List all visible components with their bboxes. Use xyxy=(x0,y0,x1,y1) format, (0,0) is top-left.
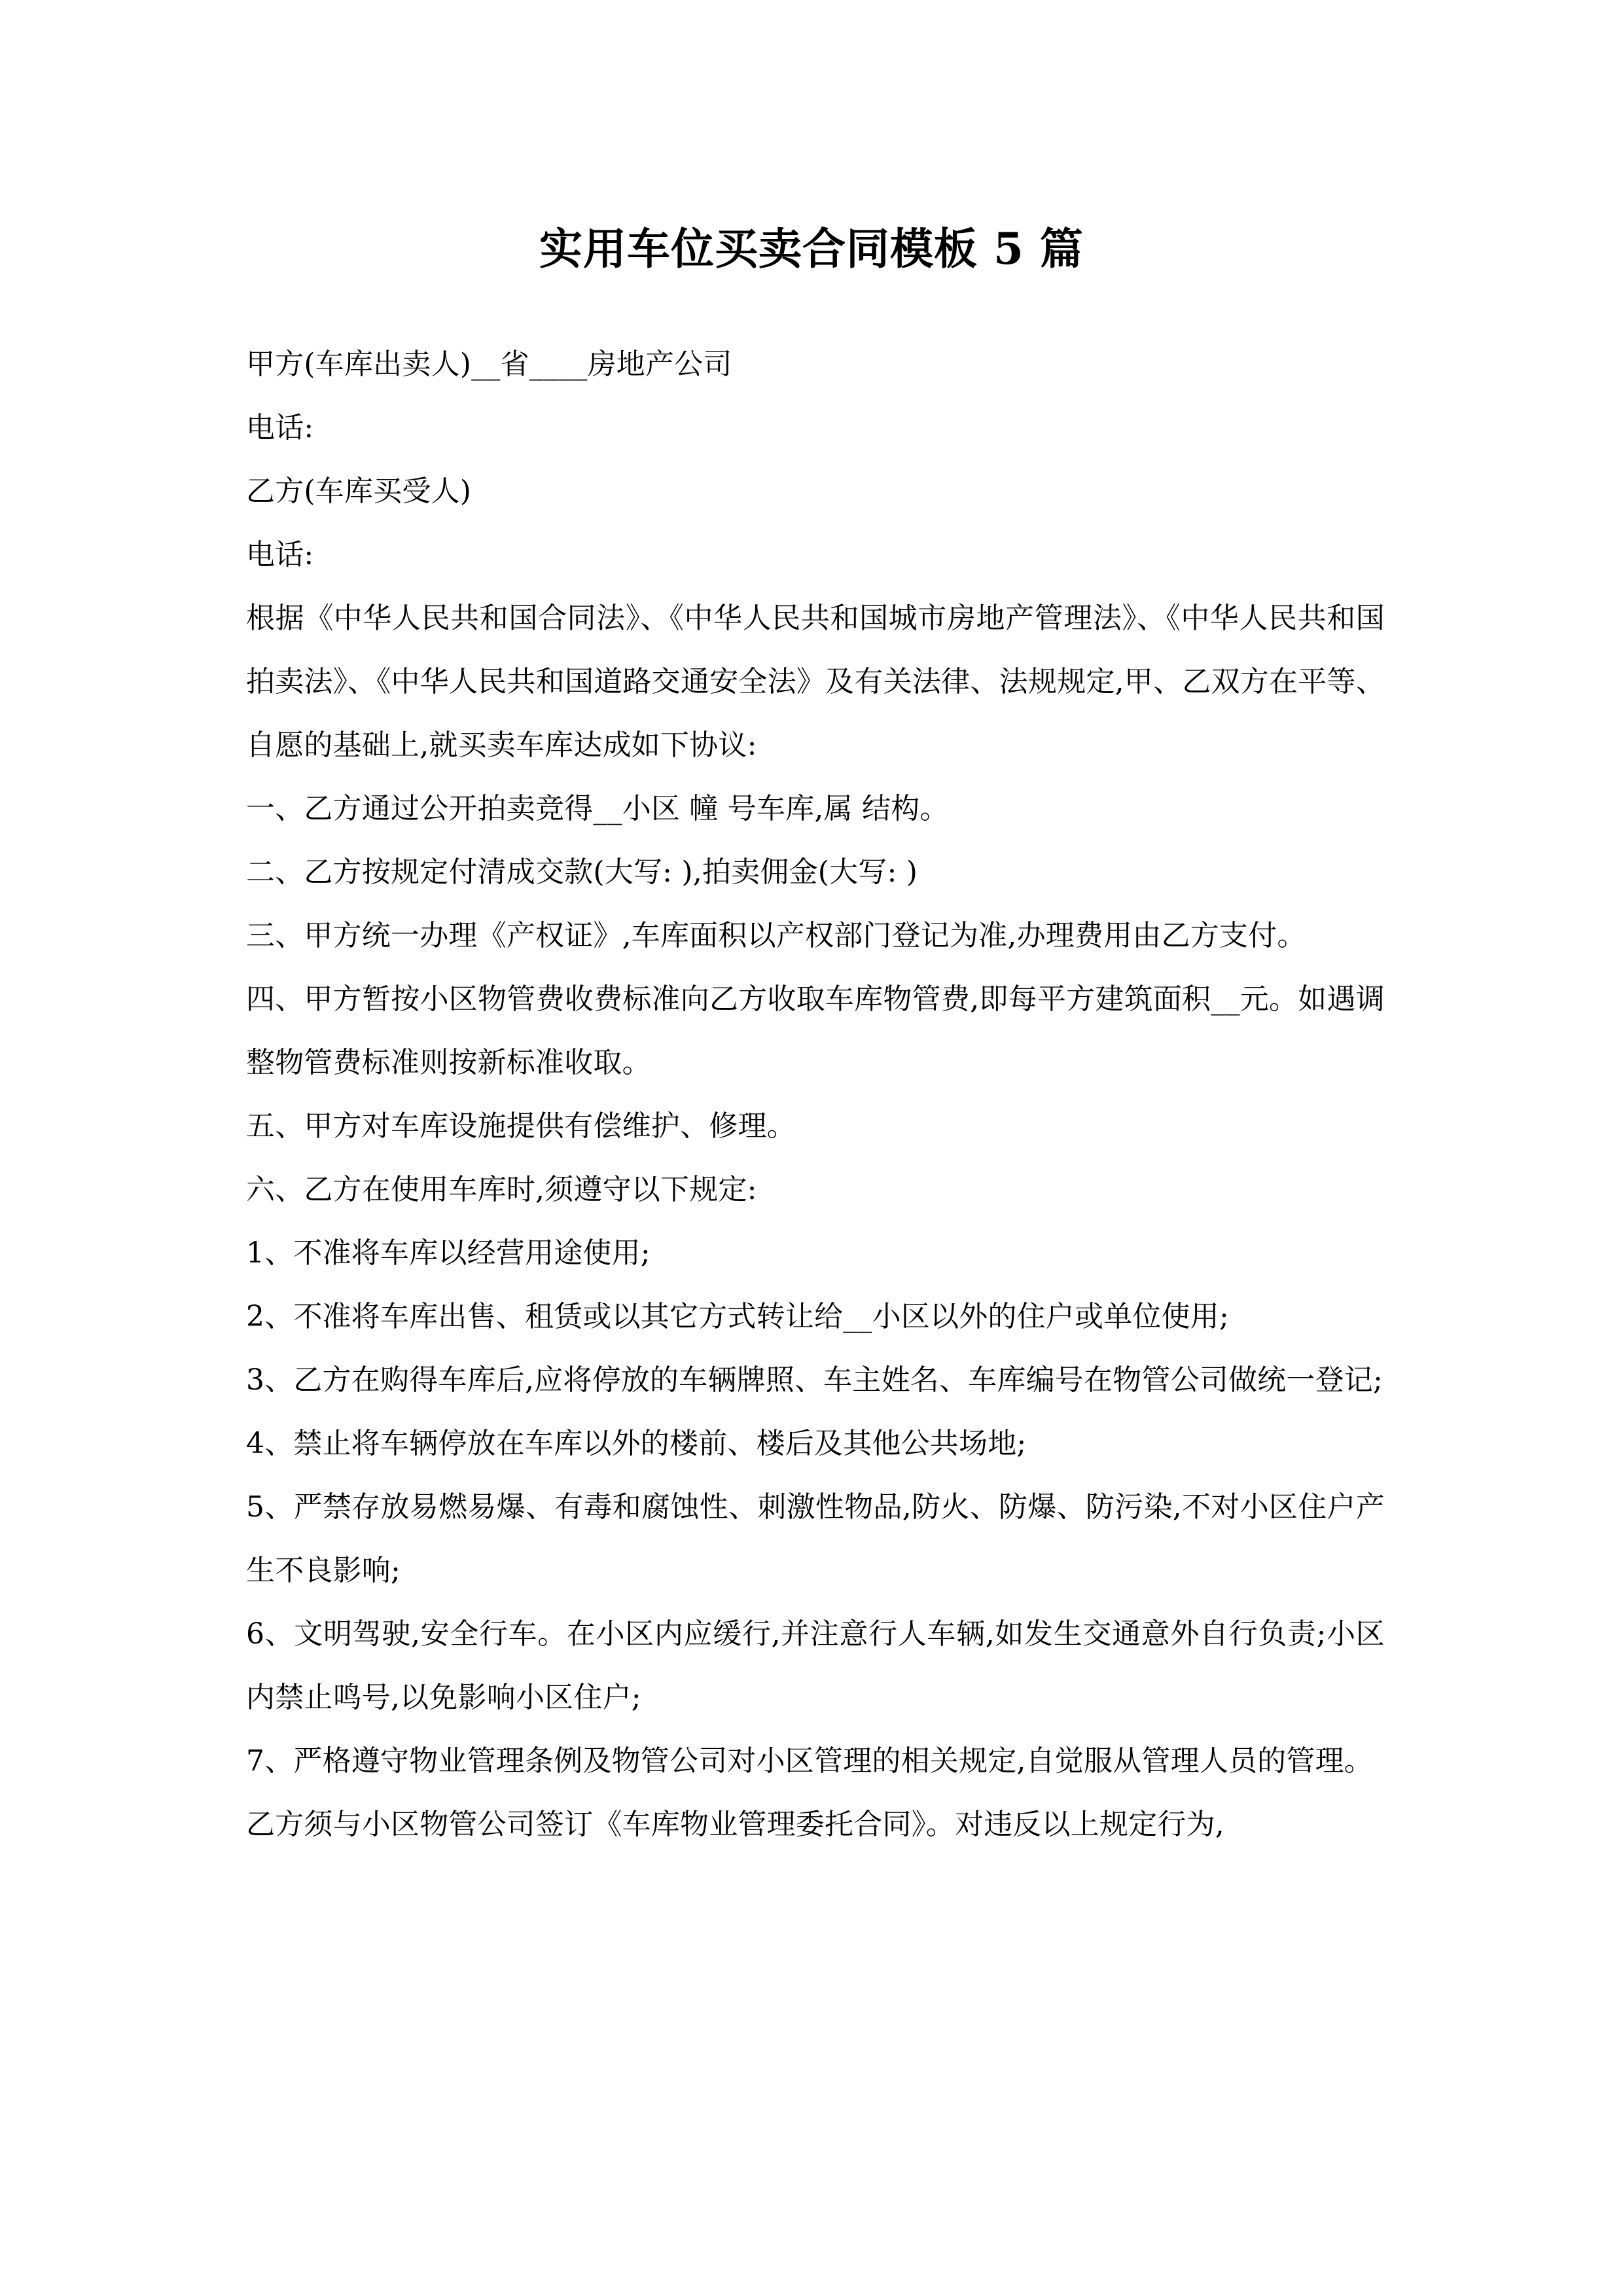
paragraph-clause-2: 二、乙方按规定付清成交款(大写: ),拍卖佣金(大写: ) xyxy=(246,855,918,889)
paragraph-closing: 乙方须与小区物管公司签订《车库物业管理委托合同》。对违反以上规定行为, xyxy=(246,1808,1224,1841)
paragraph-seller-phone: 电话: xyxy=(246,411,314,444)
paragraph-rule-3: 3、乙方在购得车库后,应将停放的车辆牌照、车主姓名、车库编号在物管公司做统一登记; xyxy=(246,1363,1383,1397)
paragraph-clause-5: 五、甲方对车库设施提供有偿维护、修理。 xyxy=(246,1109,796,1143)
page-title: 实用车位买卖合同模板 5 篇 xyxy=(539,223,1084,275)
paragraph-clause-3: 三、甲方统一办理《产权证》,车库面积以产权部门登记为准,办理费用由乙方支付。 xyxy=(246,919,1306,952)
paragraph-rule-4: 4、禁止将车辆停放在车库以外的楼前、楼后及其他公共场地; xyxy=(246,1427,1027,1460)
paragraph-preamble: 根据《中华人民共和国合同法》、《中华人民共和国城市房地产管理法》、《中华人民共和国拍卖法》、《中华人民共和国道路交通安全法》及有关法律、法规规定,甲、乙双方在平等、自愿的基础上,就买卖车库达成如下协议: xyxy=(246,601,1385,762)
paragraph-rule-5: 5、严禁存放易燃易爆、有毒和腐蚀性、刺激性物品,防火、防爆、防污染,不对小区住户产生不良影响; xyxy=(246,1490,1385,1587)
paragraph-seller-party: 甲方(车库出卖人)__省____房地产公司 xyxy=(246,348,732,381)
paragraph-clause-6: 六、乙方在使用车库时,须遵守以下规定: xyxy=(246,1173,757,1206)
paragraph-clause-4: 四、甲方暂按小区物管费收费标准向乙方收取车库物管费,即每平方建筑面积__元。如遇调整物管费标准则按新标准收取。 xyxy=(246,982,1385,1079)
paragraph-buyer-party: 乙方(车库买受人) xyxy=(246,475,472,508)
paragraph-buyer-phone: 电话: xyxy=(246,538,314,571)
paragraph-rule-1: 1、不准将车库以经营用途使用; xyxy=(246,1236,651,1270)
document-body xyxy=(246,332,1385,1856)
paragraph-rule-2: 2、不准将车库出售、租赁或以其它方式转让给__小区以外的住户或单位使用; xyxy=(246,1300,1230,1333)
paragraph-rule-6: 6、文明驾驶,安全行车。在小区内应缓行,并注意行人车辆,如发生交通意外自行负责;小区内禁止鸣号,以免影响小区住户; xyxy=(246,1617,1385,1714)
paragraph-clause-1: 一、乙方通过公开拍卖竞得__小区 幢 号车库,属 结构。 xyxy=(246,792,949,825)
paragraph-rule-7: 7、严格遵守物业管理条例及物管公司对小区管理的相关规定,自觉服从管理人员的管理。 xyxy=(246,1744,1373,1778)
